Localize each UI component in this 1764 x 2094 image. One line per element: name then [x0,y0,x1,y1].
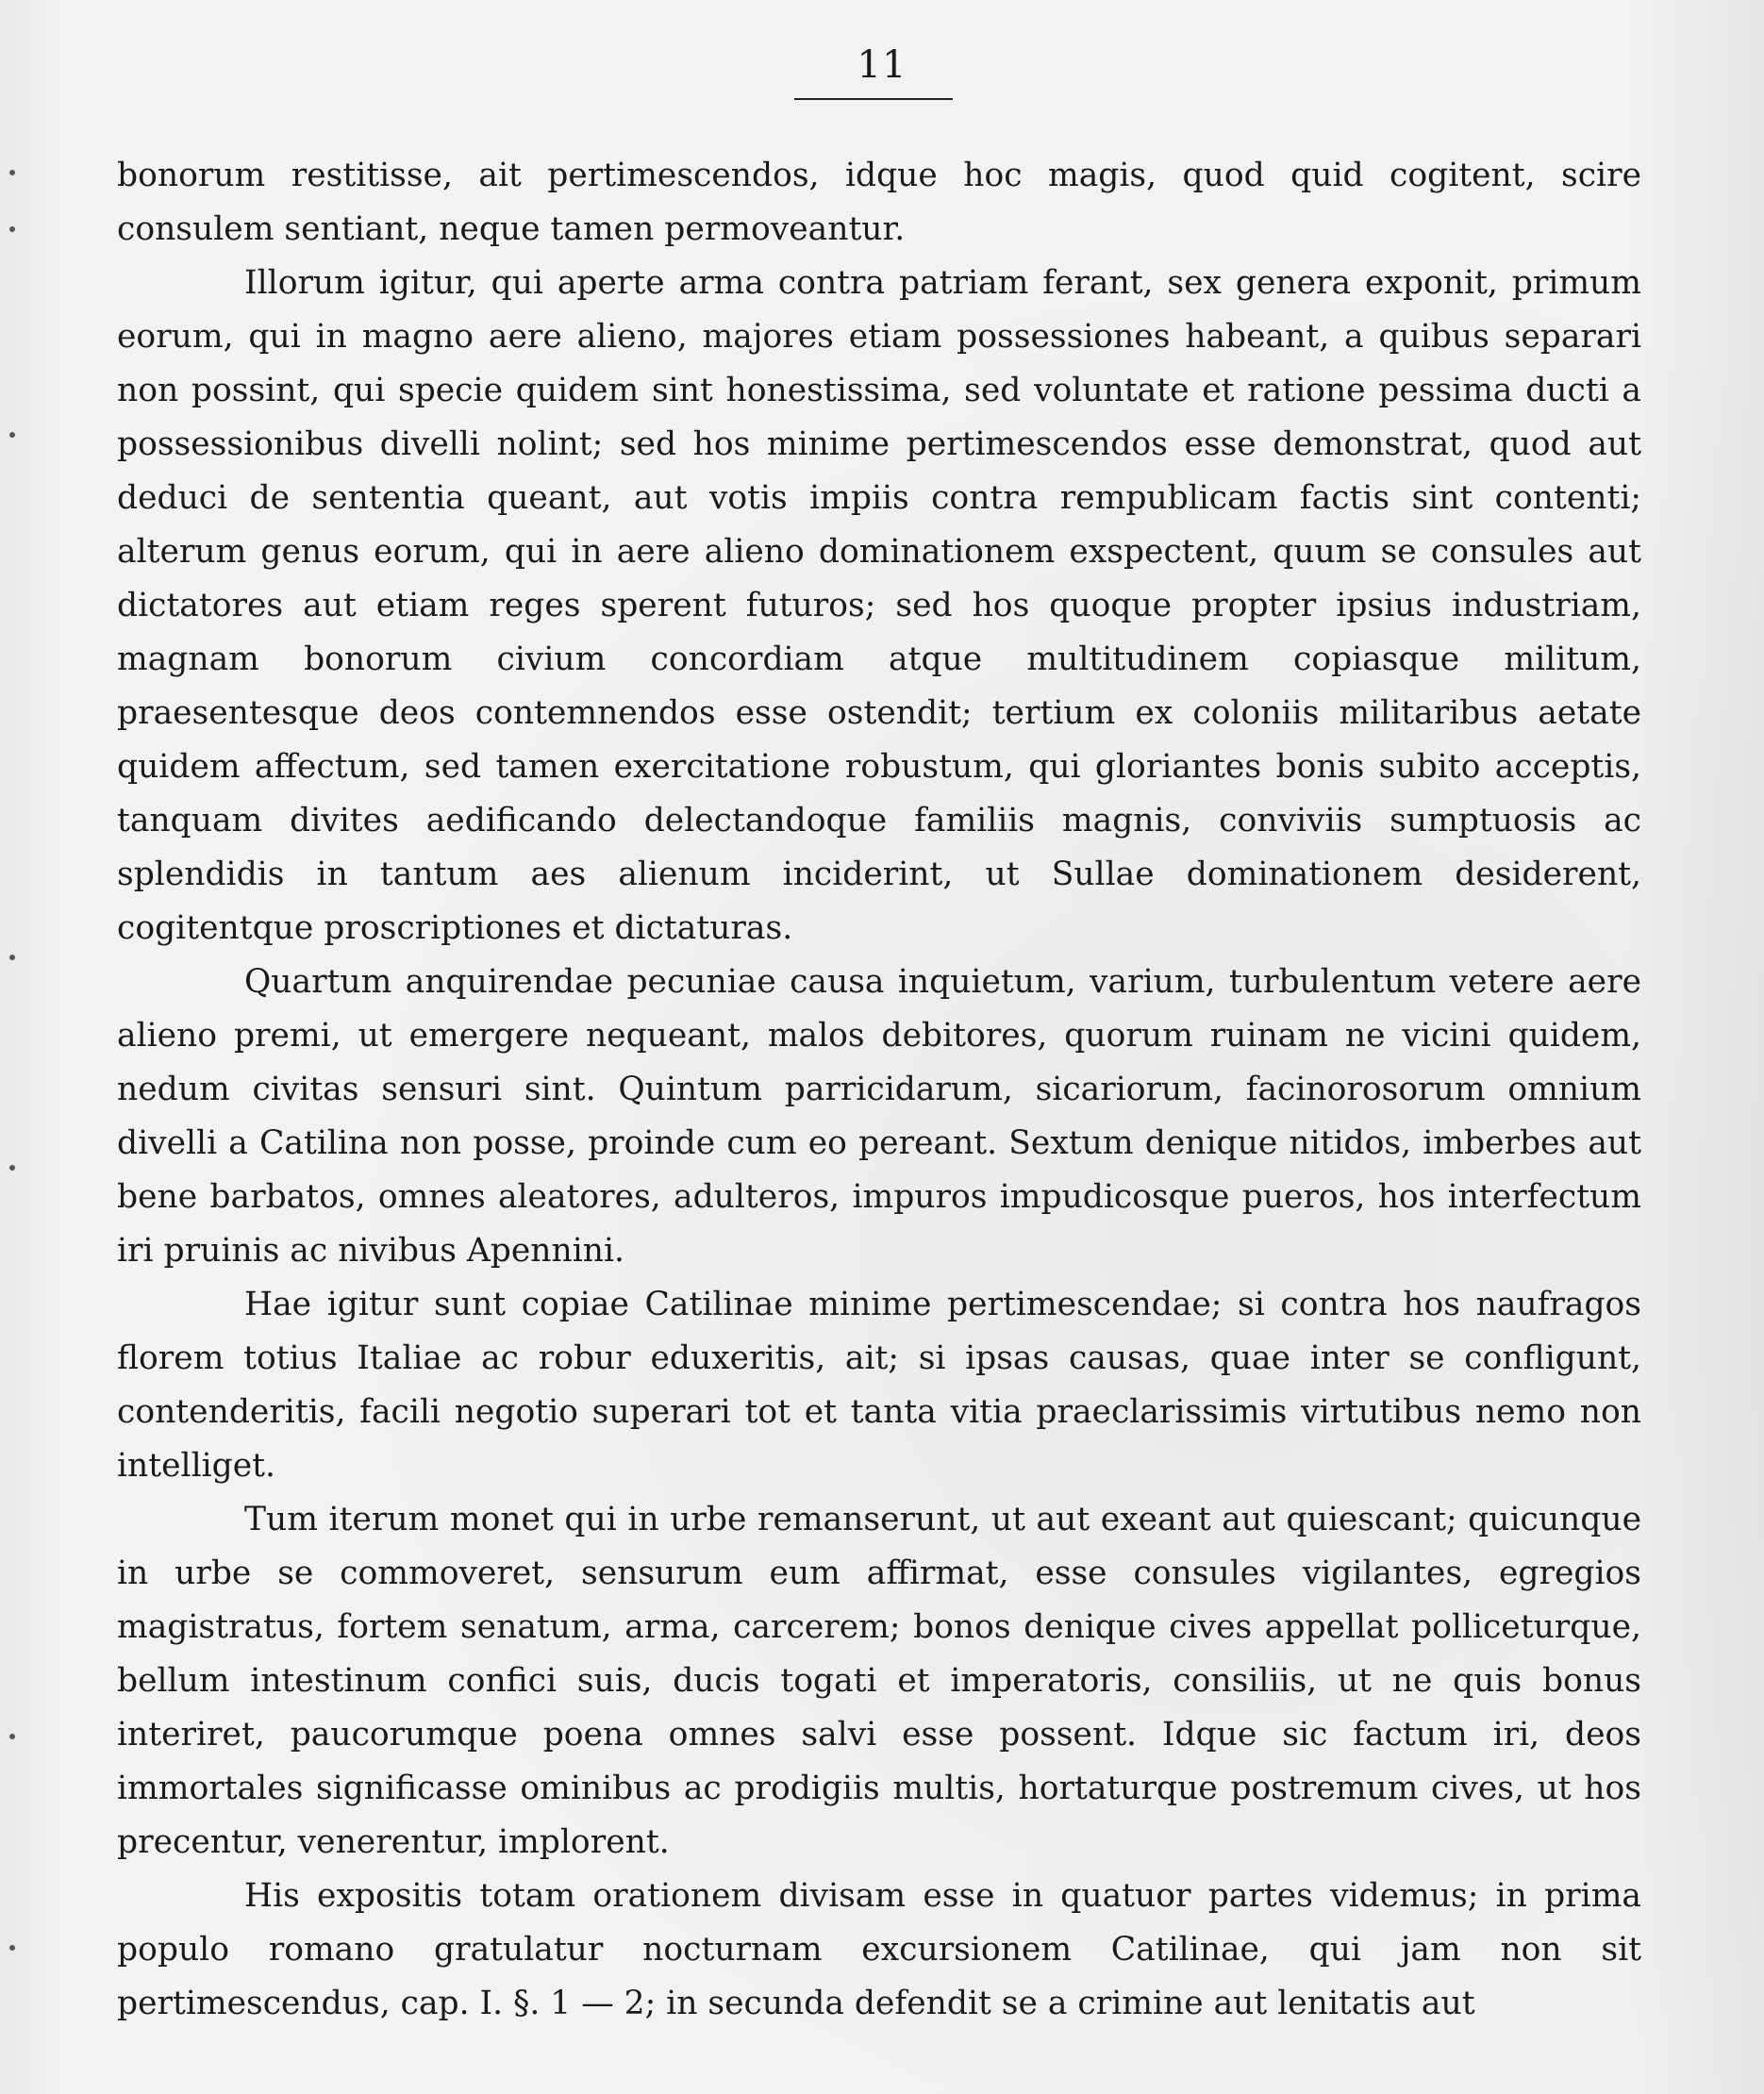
paragraph-1: bonorum restitisse, ait pertimescendos, idque hoc magis, quod quid cogitent, scire consulem sentiant, neque tamen permoveantur. [117,157,1641,248]
page-number-rule [794,98,953,100]
paragraph-2: Illorum igitur, qui aperte arma contra patriam ferant, sex genera exponit, primum eorum, qui in magno aere alieno, majores etiam possessiones habeant, a quibus separari non possint, qui specie quidem sint honestissima, sed voluntate et ratione pessima ducti a possessionibus divelli nolint; sed hos minime pertimescendos esse demonstrat, quod aut deduci de sententia queant, aut votis impiis contra rempublicam factis sint contenti; alterum genus eorum, qui in aere alieno dominationem exspectent, quum se consules aut dictatores aut etiam reges sperent futuros; sed hos quoque propter ipsius industriam, magnam bonorum civium concordiam atque multitudinem copiasque militum, praesentesque deos contemnendos esse ostendit; tertium ex coloniis militaribus aetate quidem affectum, sed tamen exercitatione robustum, qui gloriantes bonis subito acceptis, tanquam divites aedificando delectandoque familiis magnis, conviviis sumptuosis ac splendidis in tantum aes alienum inciderint, ut Sullae dominationem desiderent, cogitentque proscriptiones et dictaturas. [117,264,1641,947]
paragraph-6: His expositis totam orationem divisam esse in quatuor partes videmus; in prima populo romano gratulatur nocturnam excursionem Catilinae, qui jam non sit pertimescendus, cap. I. §. 1 — 2; in secunda defendit se a crimine aut lenitatis aut [117,1877,1641,2022]
margin-mark [9,432,15,438]
paragraph-3: Quartum anquirendae pecuniae causa inquietum, varium, turbulentum vetere aere alieno premi, ut emergere nequeant, malos debitores, quorum ruinam ne vicini quidem, nedum civitas sensuri sint. Quintum parricidarum, sicariorum, facinorosorum omnium divelli a Catilina non posse, proinde cum eo pereant. Sextum denique nitidos, imberbes aut bene barbatos, omnes aleatores, adulteros, impuros impudicosque pueros, hos interfectum iri pruinis ac nivibus Apennini. [117,963,1641,1270]
margin-mark [9,226,15,232]
paragraph-5: Tum iterum monet qui in urbe remanserunt, ut aut exeant aut quiescant; quicunque in urbe se commoveret, sensurum eum affirmat, esse consules vigilantes, egregios magistratus, fortem senatum, arma, carcerem; bonos denique cives appellat polliceturque, bellum intestinum confici suis, ducis togati et imperatoris, consiliis, ut ne quis bonus interiret, paucorumque poena omnes salvi esse possent. Idque sic factum iri, deos immortales significasse ominibus ac prodigiis multis, hortaturque postremum cives, ut hos precentur, venerentur, implorent. [117,1501,1641,1861]
paragraph-4: Hae igitur sunt copiae Catilinae minime pertimescendae; si contra hos naufragos florem totius Italiae ac robur eduxeritis, ait; si ipsas causas, quae inter se confligunt, contenderitis, facili negotio superari tot et tanta vitia praeclarissimis virtutibus nemo non intelliget. [117,1286,1641,1485]
margin-mark [9,1165,15,1171]
margin-mark [9,955,15,960]
margin-mark [9,1734,15,1739]
body-text [117,149,1641,2031]
page-number: 11 [857,43,907,87]
margin-mark [9,1945,15,1951]
margin-mark [9,170,15,175]
